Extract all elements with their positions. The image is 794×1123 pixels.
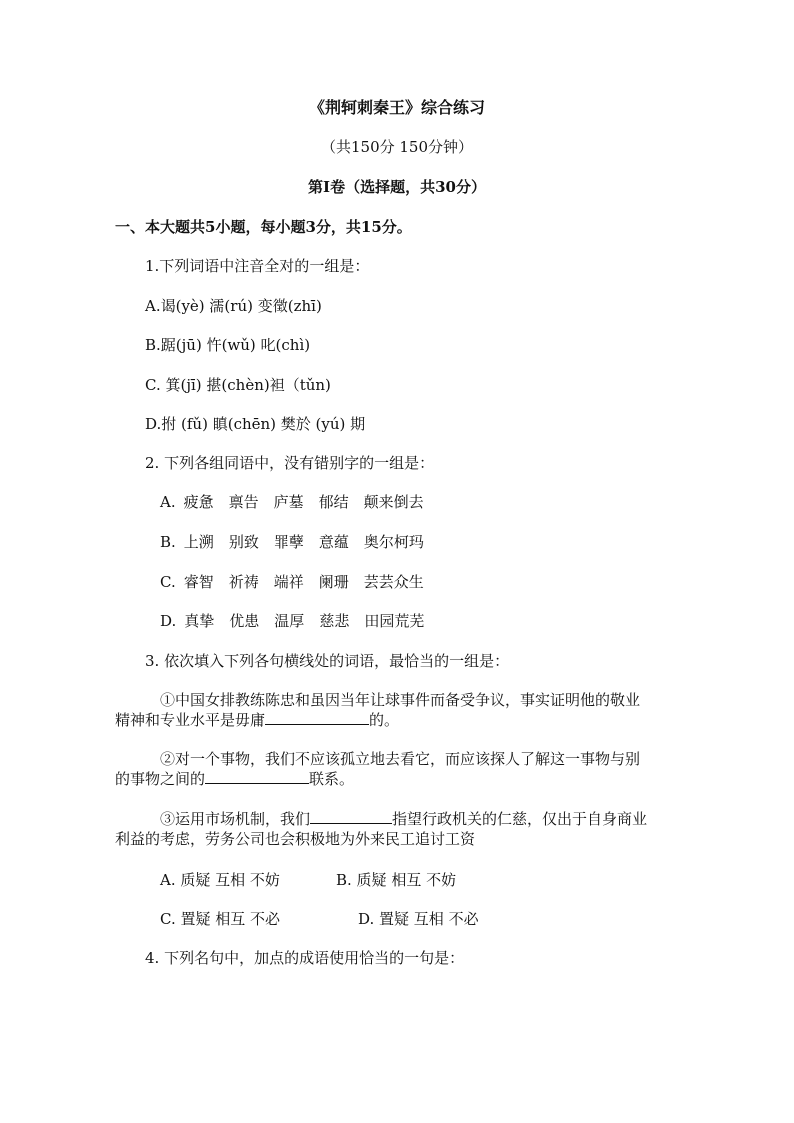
option-word: 田园荒芜 [364,612,425,630]
part-heading: 第Ⅰ卷（选择题，共30分） [308,178,486,196]
q3-sentence-2b [115,769,354,789]
option-word: 意蕴 [318,533,349,551]
option-word: 郁结 [318,493,349,511]
q3-option-b: B. 质疑 相互 不妨 [336,871,457,889]
q1-option-c: C. 箕(jī) 揕(chèn)袒（tǔn) [145,376,331,394]
option-letter: A. [160,493,176,511]
option-letter: B. [160,533,176,551]
q2-option-b [160,532,424,552]
option-word: 祈祷 [228,573,259,591]
q3-option-a: A. 质疑 互相 不妨 [160,871,280,889]
option-letter: C. [160,573,176,591]
page-subtitle: （共150分 150分钟） [320,138,474,156]
q1-stem: 1.下列词语中注音全对的一组是： [145,257,370,275]
q2-option-a [160,492,424,512]
section-heading: 一、本大题共5小题，每小题3分，共15分。 [115,218,412,236]
option-word: 慈悲 [319,612,350,630]
q2-stem: 2. 下列各组同语中，没有错别字的一组是： [145,454,435,472]
option-word: 庐墓 [273,493,304,511]
option-word: 疲惫 [183,493,214,511]
q2-option-d [160,611,424,631]
option-word: 禀告 [228,493,259,511]
option-word: 优患 [229,612,260,630]
sentence-text: 的。 [369,711,400,729]
page-title: 《荆轲刺秦王》综合练习 [308,98,485,117]
q3-stem: 3. 依次填入下列各句横线处的词语，最恰当的一组是： [145,652,510,670]
option-word: 阑珊 [318,573,349,591]
q3-option-d: D. 置疑 互相 不必 [358,910,479,928]
option-word: 别致 [228,533,259,551]
q3-option-c: C. 置疑 相互 不必 [160,910,281,928]
q4-stem: 4. 下列名句中，加点的成语使用恰当的一句是： [145,949,465,967]
sentence-text: 指望行政机关的仁慈，仅出于自身商业 [392,810,648,828]
option-word: 真挚 [184,612,215,630]
option-word: 罪孽 [273,533,304,551]
q3-sentence-2a: ②对一个事物，我们不应该孤立地去看它，而应该探人了解这一事物与别 [160,750,641,768]
option-letter: D. [160,612,177,630]
sentence-text: 联系。 [309,770,355,788]
fill-blank [310,809,392,824]
option-word: 温厚 [274,612,305,630]
sentence-text: ③运用市场机制，我们 [160,810,311,828]
q3-sentence-3a [160,809,647,829]
option-word: 上溯 [183,533,214,551]
fill-blank [265,710,369,725]
q2-option-c [160,572,424,592]
q1-option-a: A.谒(yè) 濡(rú) 变徵(zhī) [145,297,322,315]
sentence-text: 精神和专业水平是毋庸 [115,711,266,729]
q3-sentence-3b: 利益的考虑，劳务公司也会积极地为外来民工追讨工资 [115,830,476,848]
q1-option-d: D.拊 (fǔ) 瞋(chēn) 樊於 (yú) 期 [145,415,366,433]
option-word: 端祥 [273,573,304,591]
sentence-text: 的事物之间的 [115,770,206,788]
option-word: 睿智 [183,573,214,591]
option-word: 颠来倒去 [363,493,424,511]
q3-sentence-1a: ①中国女排教练陈忠和虽因当年让球事件而备受争议，事实证明他的敬业 [160,691,641,709]
fill-blank [205,769,309,784]
q1-option-b: B.踞(jū) 忤(wǔ) 叱(chì) [145,336,311,354]
option-word: 芸芸众生 [363,573,424,591]
q3-sentence-1b [115,710,399,730]
option-word: 奥尔柯玛 [363,533,424,551]
